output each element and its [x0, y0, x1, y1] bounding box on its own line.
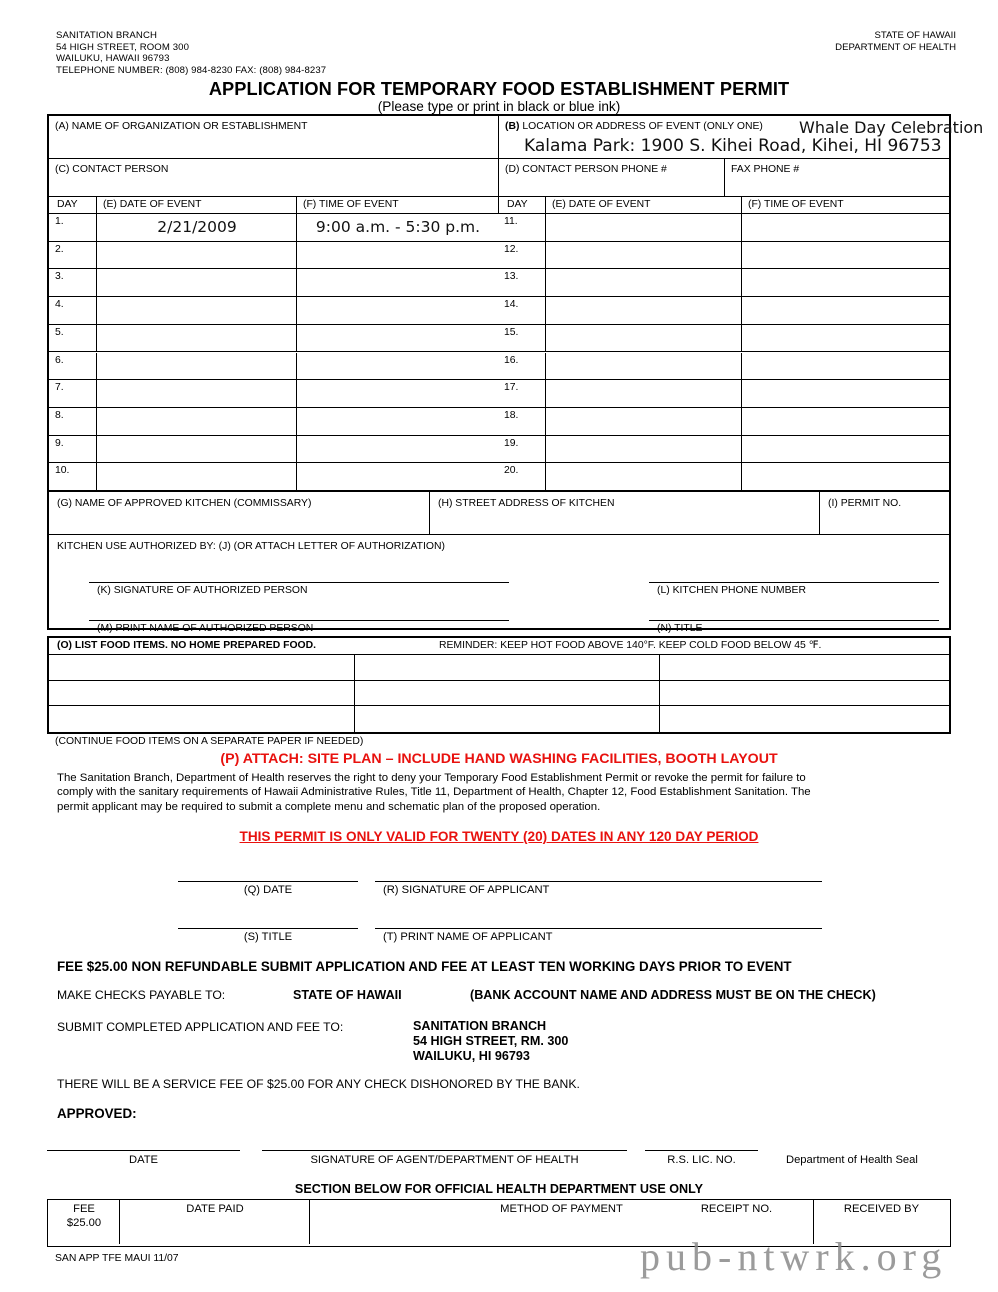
event-time-cell[interactable] [741, 353, 949, 381]
event-date-cell[interactable] [96, 436, 296, 464]
field-l-rule [649, 582, 939, 583]
field-b-location[interactable] [498, 116, 984, 159]
event-row-number-cell [498, 463, 545, 491]
event-row-number: 13. [504, 271, 519, 283]
event-row-number: 18. [504, 409, 519, 421]
food-reminder-text: REMINDER: KEEP HOT FOOD ABOVE 140°F. KEEP COLD FOOD BELOW 45 ℉. [439, 640, 822, 651]
agency-address-block [56, 30, 326, 76]
event-time-cell[interactable] [741, 214, 949, 242]
field-d-contact-phone[interactable] [498, 159, 724, 197]
event-time-cell[interactable] [741, 380, 949, 408]
event-header-time-left-text: (F) TIME OF EVENT [303, 199, 399, 210]
checks-payable-value: STATE OF HAWAII [293, 988, 402, 1002]
event-row-number: 8. [55, 409, 64, 421]
permit-validity-notice: THIS PERMIT IS ONLY VALID FOR TWENTY (20) DATES IN ANY 120 DAY PERIOD [239, 829, 759, 844]
event-date-cell[interactable] [545, 325, 741, 353]
site-watermark: pub-ntwrk.org [640, 1234, 948, 1279]
event-time-cell[interactable] [741, 242, 949, 270]
event-row-number: 5. [55, 326, 64, 338]
event-row-number: 2. [55, 243, 64, 255]
event-date-cell[interactable] [545, 436, 741, 464]
agency-line-1: SANITATION BRANCH [56, 30, 158, 41]
event-date-cell[interactable] [96, 242, 296, 270]
event-row-number-cell [498, 214, 545, 242]
event-row [498, 297, 949, 325]
event-date-cell[interactable] [96, 325, 296, 353]
event-time-cell[interactable] [296, 463, 498, 491]
event-time-cell[interactable] [296, 353, 498, 381]
event-time-cell[interactable] [296, 297, 498, 325]
event-time-cell[interactable] [296, 242, 498, 270]
state-of-hawaii-line: STATE OF HAWAII [874, 30, 956, 41]
food-item-cell[interactable] [354, 681, 659, 707]
field-g-kitchen-name[interactable] [49, 491, 429, 535]
agency-line-4: TELEPHONE NUMBER: (808) 984-8230 FAX: (808) 984-8237 [56, 64, 327, 76]
approval-date-label: DATE [128, 1154, 158, 1166]
official-use-banner: SECTION BELOW FOR OFFICIAL HEALTH DEPARTMENT USE ONLY [294, 1182, 704, 1196]
official-received-by-header: RECEIVED BY [843, 1203, 920, 1215]
food-items-header [49, 638, 949, 655]
event-header-day-left [49, 197, 96, 214]
s-title-label: (S) TITLE [243, 931, 293, 943]
event-date-cell[interactable] [96, 463, 296, 491]
event-row-number-cell [49, 436, 96, 464]
event-row [49, 269, 498, 297]
event-header-date-left-text: (E) DATE OF EVENT [103, 199, 202, 210]
event-date-cell[interactable] [96, 408, 296, 436]
event-row-number-cell [49, 242, 96, 270]
field-k-label: (K) SIGNATURE OF AUTHORIZED PERSON [97, 585, 308, 596]
event-row-number-cell [498, 297, 545, 325]
event-row [49, 380, 498, 408]
field-h-label: (H) STREET ADDRESS OF KITCHEN [438, 498, 615, 509]
food-item-cell[interactable] [354, 655, 659, 681]
field-b-value-line2: Kalama Park: 1900 S. Kihei Road, Kihei, HI 96753 [524, 136, 942, 156]
field-g-label: (G) NAME OF APPROVED KITCHEN (COMMISSARY) [57, 498, 312, 509]
food-continue-note: (CONTINUE FOOD ITEMS ON A SEPARATE PAPER IF NEEDED) [55, 736, 364, 747]
page-header [0, 30, 998, 78]
event-row [498, 269, 949, 297]
rs-license-rule [645, 1150, 758, 1151]
event-rows-right [498, 214, 949, 491]
event-row-number-cell [498, 380, 545, 408]
event-row [498, 436, 949, 464]
event-time-cell[interactable] [741, 436, 949, 464]
agency-line-2: 54 HIGH STREET, ROOM 300 [56, 41, 190, 53]
submit-address-line-2: 54 HIGH STREET, RM. 300 [413, 1034, 569, 1048]
field-h-kitchen-address[interactable] [429, 491, 819, 535]
event-row-number: 16. [504, 354, 519, 366]
r-signature-label: (R) SIGNATURE OF APPLICANT [383, 884, 550, 896]
field-j-label: KITCHEN USE AUTHORIZED BY: (J) (OR ATTACH LETTER OF AUTHORIZATION) [57, 541, 445, 552]
q-date-label: (Q) DATE [243, 884, 293, 896]
event-row-number-cell [498, 353, 545, 381]
field-b-label [505, 121, 763, 133]
approval-signature-rule [262, 1150, 627, 1151]
event-row [498, 408, 949, 436]
event-row-number-cell [498, 269, 545, 297]
event-date-cell[interactable] [96, 297, 296, 325]
event-date-cell[interactable] [545, 297, 741, 325]
event-time-cell[interactable] [296, 408, 498, 436]
field-k-rule [89, 582, 509, 583]
event-time-cell[interactable] [296, 325, 498, 353]
food-item-cell[interactable] [49, 706, 354, 732]
event-date-cell[interactable] [545, 242, 741, 270]
official-method-header: METHOD OF PAYMENT [500, 1203, 623, 1215]
event-header-date-right-text: (E) DATE OF EVENT [552, 199, 651, 210]
dishonored-check-note: THERE WILL BE A SERVICE FEE OF $25.00 FOR ANY CHECK DISHONORED BY THE BANK. [57, 1077, 580, 1091]
t-printname-rule [375, 928, 822, 929]
food-items-label [57, 640, 316, 652]
event-row-number-cell [49, 214, 96, 242]
field-j-kitchen-authorization[interactable] [49, 535, 949, 634]
r-signature-rule [375, 881, 822, 882]
event-row-number: 12. [504, 243, 519, 255]
attach-site-plan-notice: (P) ATTACH: SITE PLAN – INCLUDE HAND WASHING FACILITIES, BOOTH LAYOUT [220, 751, 778, 767]
field-m-label: (M) PRINT NAME OF AUTHORIZED PERSON [97, 623, 314, 634]
department-of-health-line: DEPARTMENT OF HEALTH [835, 41, 956, 53]
event-row-number-cell [49, 408, 96, 436]
s-title-rule [178, 928, 358, 929]
approved-label: APPROVED: [57, 1106, 137, 1121]
submit-address-line-3: WAILUKU, HI 96793 [413, 1049, 530, 1063]
agency-line-3: WAILUKU, HAWAII 96793 [56, 53, 170, 65]
field-a-organization[interactable] [49, 116, 498, 159]
event-row-number-cell [49, 297, 96, 325]
field-b-value-line1: Whale Day Celebration [799, 118, 984, 137]
event-row [498, 242, 949, 270]
field-d-label: (D) CONTACT PERSON PHONE # [505, 164, 667, 175]
event-header-day-right [498, 197, 545, 214]
field-b-letter: (B) [505, 121, 520, 132]
field-c-contact-person[interactable] [49, 159, 498, 197]
event-header-day-left-text: DAY [57, 199, 78, 210]
food-items-frame [47, 636, 951, 734]
approval-date-rule [47, 1150, 240, 1151]
fee-summary-line: FEE $25.00 NON REFUNDABLE SUBMIT APPLICATION AND FEE AT LEAST TEN WORKING DAYS PRIOR TO EVENT [57, 959, 792, 974]
event-row-number: 20. [504, 465, 519, 477]
event-row-number-cell [498, 408, 545, 436]
bank-account-note: (BANK ACCOUNT NAME AND ADDRESS MUST BE ON THE CHECK) [470, 988, 876, 1002]
event-row-number-cell [49, 380, 96, 408]
official-date-paid-header: DATE PAID [186, 1203, 244, 1215]
event-row [49, 297, 498, 325]
event-date-cell[interactable] [545, 380, 741, 408]
event-row-number: 9. [55, 437, 64, 449]
field-m-rule [89, 620, 509, 621]
event-time-cell[interactable] [296, 380, 498, 408]
field-n-rule [649, 620, 939, 621]
event-row [49, 242, 498, 270]
field-i-permit-no[interactable] [819, 491, 949, 535]
event-row-number-cell [498, 242, 545, 270]
event-date-cell[interactable] [96, 380, 296, 408]
food-item-cell[interactable] [659, 681, 949, 707]
event-date-value: 2/21/2009 [157, 218, 237, 236]
food-item-cell[interactable] [354, 706, 659, 732]
disclaimer-line-3: permit applicant may be required to submit a complete menu and schematic plan of the proposed operation. [57, 800, 601, 813]
food-item-cell[interactable] [49, 681, 354, 707]
event-date-cell[interactable] [545, 353, 741, 381]
event-header-time-right-text: (F) TIME OF EVENT [748, 199, 844, 210]
event-row-number: 19. [504, 437, 519, 449]
food-item-cell[interactable] [659, 655, 949, 681]
event-header-time-right [741, 197, 949, 214]
event-row-number: 4. [55, 299, 64, 311]
event-row-number: 10. [55, 465, 70, 477]
event-time-cell[interactable] [741, 325, 949, 353]
t-printname-label: (T) PRINT NAME OF APPLICANT [383, 931, 553, 943]
event-header-date-left [96, 197, 296, 214]
event-time-cell[interactable] [296, 436, 498, 464]
field-i-label: (I) PERMIT NO. [828, 498, 902, 509]
event-row [498, 380, 949, 408]
event-time-cell[interactable] [741, 297, 949, 325]
event-row-number: 7. [55, 382, 64, 394]
event-time-cell[interactable] [296, 214, 498, 242]
event-row-number: 6. [55, 354, 64, 366]
official-receipt-header: RECEIPT NO. [700, 1203, 773, 1215]
event-row [498, 214, 949, 242]
submit-application-label: SUBMIT COMPLETED APPLICATION AND FEE TO: [57, 1020, 344, 1034]
event-date-cell[interactable] [96, 353, 296, 381]
food-o-label-text: (O) LIST FOOD ITEMS. NO HOME PREPARED FOOD. [57, 640, 316, 651]
rs-license-label: R.S. LIC. NO. [667, 1154, 736, 1166]
field-l-label: (L) KITCHEN PHONE NUMBER [657, 585, 806, 596]
event-row-number-cell [49, 353, 96, 381]
checks-payable-label: MAKE CHECKS PAYABLE TO: [57, 988, 226, 1002]
event-row [49, 436, 498, 464]
field-c-label: (C) CONTACT PERSON [55, 164, 169, 175]
applicant-form-frame [47, 114, 984, 634]
event-row-number: 14. [504, 299, 519, 311]
form-code: SAN APP TFE MAUI 11/07 [55, 1253, 179, 1264]
event-date-cell[interactable] [96, 214, 296, 242]
official-date-paid-cell[interactable] [120, 1200, 310, 1244]
field-n-label: (N) TITLE [657, 623, 703, 634]
event-row [49, 408, 498, 436]
page-subtitle: (Please type or print in black or blue ink) [377, 99, 621, 114]
event-time-value: 9:00 a.m. - 5:30 p.m. [315, 218, 481, 236]
submit-address-line-1: SANITATION BRANCH [413, 1019, 547, 1033]
event-row [49, 325, 498, 353]
event-row-number-cell [498, 436, 545, 464]
disclaimer-line-2: comply with the sanitary requirements of Hawaii Administrative Rules, Title 11, Department of Health, Chapter 12, Food Establishment Sanitation. The [57, 786, 811, 799]
event-date-cell[interactable] [545, 408, 741, 436]
food-items-grid [49, 655, 949, 732]
department-seal-label: Department of Health Seal [786, 1154, 918, 1166]
event-row [498, 325, 949, 353]
event-row-number-cell [49, 269, 96, 297]
event-row [498, 463, 949, 491]
event-header-time-left [296, 197, 498, 214]
event-row-number: 1. [55, 216, 64, 227]
q-date-rule [178, 881, 358, 882]
event-row [49, 353, 498, 381]
state-department-block [835, 30, 956, 53]
food-item-cell[interactable] [49, 655, 354, 681]
field-fax-phone[interactable] [724, 159, 949, 197]
official-fee-cell [48, 1200, 120, 1244]
event-row-number: 11. [504, 216, 518, 227]
event-time-cell[interactable] [741, 269, 949, 297]
event-row [49, 463, 498, 491]
disclaimer-line-1: The Sanitation Branch, Department of Health reserves the right to deny your Temporary Food Establishment Permit or revoke the permit for failure to [57, 772, 806, 784]
page-title: APPLICATION FOR TEMPORARY FOOD ESTABLISHMENT PERMIT [208, 79, 790, 99]
event-row-number: 17. [504, 382, 519, 394]
permit-disclaimer-paragraph [57, 771, 947, 814]
official-fee-amount: $25.00 [66, 1217, 102, 1229]
event-row-number-cell [49, 463, 96, 491]
event-time-cell[interactable] [741, 408, 949, 436]
event-time-cell[interactable] [296, 269, 498, 297]
event-row [498, 353, 949, 381]
event-row-number: 3. [55, 271, 64, 283]
event-rows-left [49, 214, 498, 491]
event-row-number-cell [49, 325, 96, 353]
event-date-cell[interactable] [545, 269, 741, 297]
event-header-date-right [545, 197, 741, 214]
event-date-cell[interactable] [96, 269, 296, 297]
food-item-cell[interactable] [659, 706, 949, 732]
event-header-day-right-text: DAY [507, 199, 528, 210]
event-row [49, 214, 498, 242]
field-fax-label: FAX PHONE # [731, 164, 800, 175]
event-row-number: 15. [504, 326, 519, 338]
event-date-cell[interactable] [545, 463, 741, 491]
field-a-label: (A) NAME OF ORGANIZATION OR ESTABLISHMENT [55, 121, 308, 132]
field-b-label-text: LOCATION OR ADDRESS OF EVENT (ONLY ONE) [522, 121, 763, 132]
approval-signature-label: SIGNATURE OF AGENT/DEPARTMENT OF HEALTH [310, 1154, 579, 1166]
event-row-number-cell [498, 325, 545, 353]
event-time-cell[interactable] [741, 463, 949, 491]
official-fee-header: FEE [73, 1203, 95, 1215]
event-date-cell[interactable] [545, 214, 741, 242]
